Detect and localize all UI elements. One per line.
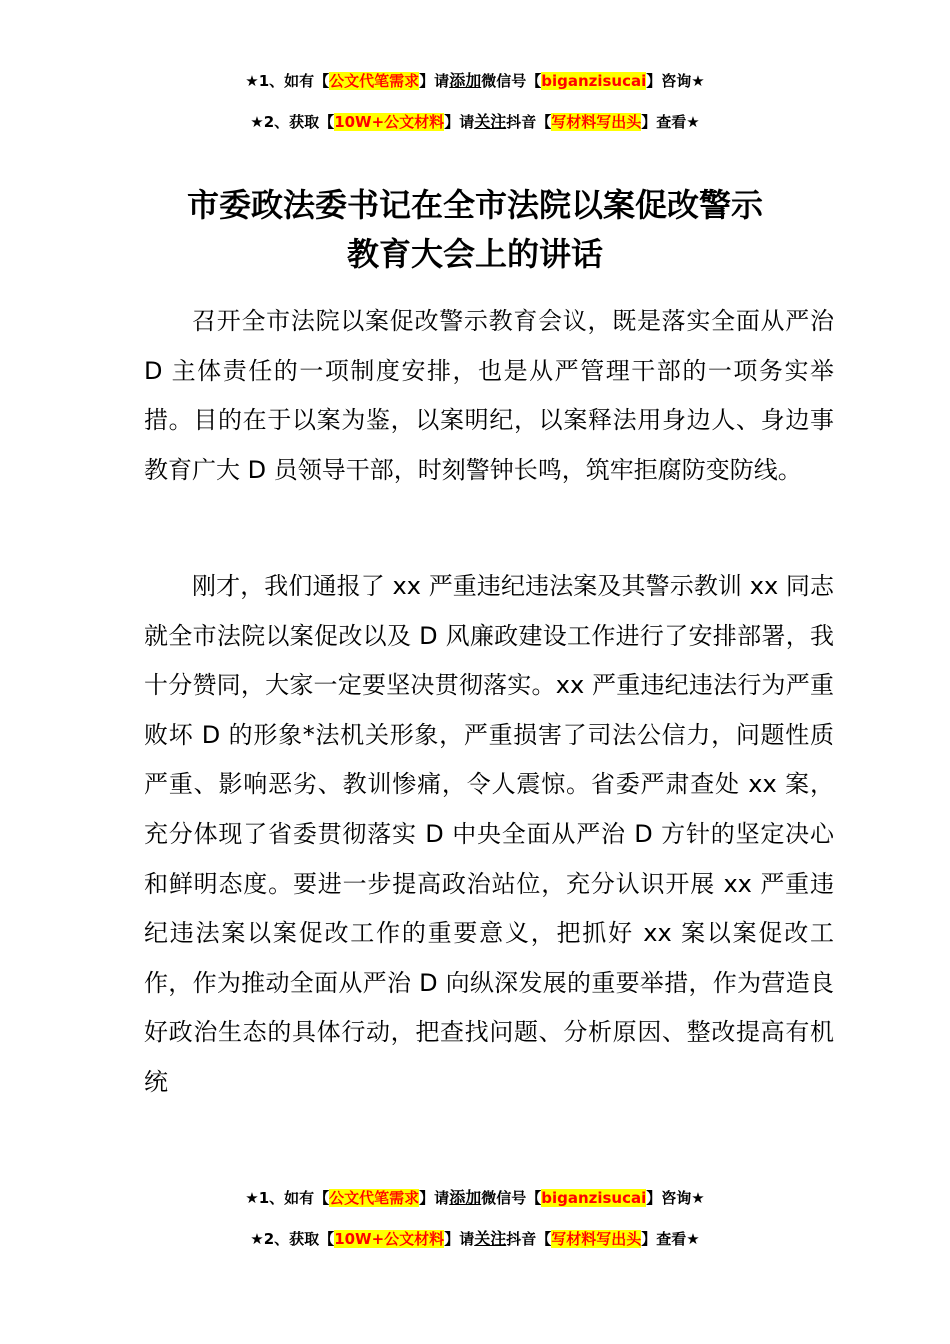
- promo-highlight: 写材料写出头: [551, 1230, 642, 1248]
- promo-emphasis: 关注: [474, 112, 507, 131]
- promo-text: 抖音【: [506, 1230, 552, 1248]
- promo-highlight: 公文代笔需求: [329, 72, 420, 90]
- promo-text: 】请: [419, 72, 450, 90]
- promo-text: 微信号【: [481, 72, 542, 90]
- promo-line-top-1: [0, 70, 950, 92]
- promo-text: 】请: [419, 1189, 450, 1207]
- promo-text: 】查看★: [641, 1230, 700, 1248]
- body-paragraph-1: [144, 297, 834, 495]
- paragraph-text: 召开全市法院以案促改警示教育会议，既是落实全面从严治 D 主体责任的一项制度安排，也是从严管理干部的一项务实举措。目的在于以案为鉴，以案明纪，以案释法用身边人、身边事教育广大 D 员领导干部，时刻警钟长鸣，筑牢拒腐防变防线。: [144, 307, 834, 484]
- paragraph-text: 刚才，我们通报了 xx 严重违纪违法案及其警示教训 xx 同志就全市法院以案促改以及 D 风廉政建设工作进行了安排部署，我十分赞同，大家一定要坚决贯彻落实。xx 严重违纪违法行为严重败坏 D 的形象*法机关形象，严重损害了司法公信力，问题性质严重、影响恶劣、教训惨痛，令人震惊。省委严肃查处 xx 案，充分体现了省委贯彻落实 D 中央全面从严治 D 方针的坚定决心和鲜明态度。要进一步提高政治站位，充分认识开展 xx 严重违纪违法案以案促改工作的重要意义，把抓好 xx 案以案促改工作，作为推动全面从严治 D 向纵深发展的重要举措，作为营造良好政治生态的具体行动，把查找问题、分析原因、整改提高有机统: [144, 572, 834, 1096]
- promo-text: 抖音【: [506, 113, 552, 131]
- promo-text: 】请: [444, 1230, 475, 1248]
- promo-highlight: biganzisucai: [541, 1189, 647, 1207]
- promo-highlight: 10W+公文材料: [334, 1230, 445, 1248]
- promo-highlight: 10W+公文材料: [334, 113, 445, 131]
- document-title-line-1: 市委政法委书记在全市法院以案促改警示: [186, 186, 763, 224]
- promo-highlight: 写材料写出头: [551, 113, 642, 131]
- promo-text: ★2、获取【: [250, 113, 335, 131]
- document-title-line-2: 教育大会上的讲话: [346, 235, 603, 273]
- promo-text: ★2、获取【: [250, 1230, 335, 1248]
- promo-text: 微信号【: [481, 1189, 542, 1207]
- promo-text: ★1、如有【: [245, 72, 330, 90]
- promo-emphasis: 关注: [474, 1229, 507, 1248]
- promo-emphasis: 添加: [449, 1188, 482, 1207]
- promo-emphasis: 添加: [449, 71, 482, 90]
- promo-text: 】咨询★: [646, 72, 705, 90]
- promo-highlight: biganzisucai: [541, 72, 647, 90]
- promo-text: 】咨询★: [646, 1189, 705, 1207]
- body-paragraph-2: [144, 562, 834, 1108]
- promo-line-bottom-2: [0, 1228, 950, 1250]
- promo-text: 】请: [444, 113, 475, 131]
- promo-line-top-2: [0, 111, 950, 133]
- promo-text: 】查看★: [641, 113, 700, 131]
- promo-highlight: 公文代笔需求: [329, 1189, 420, 1207]
- promo-line-bottom-1: [0, 1187, 950, 1209]
- promo-text: ★1、如有【: [245, 1189, 330, 1207]
